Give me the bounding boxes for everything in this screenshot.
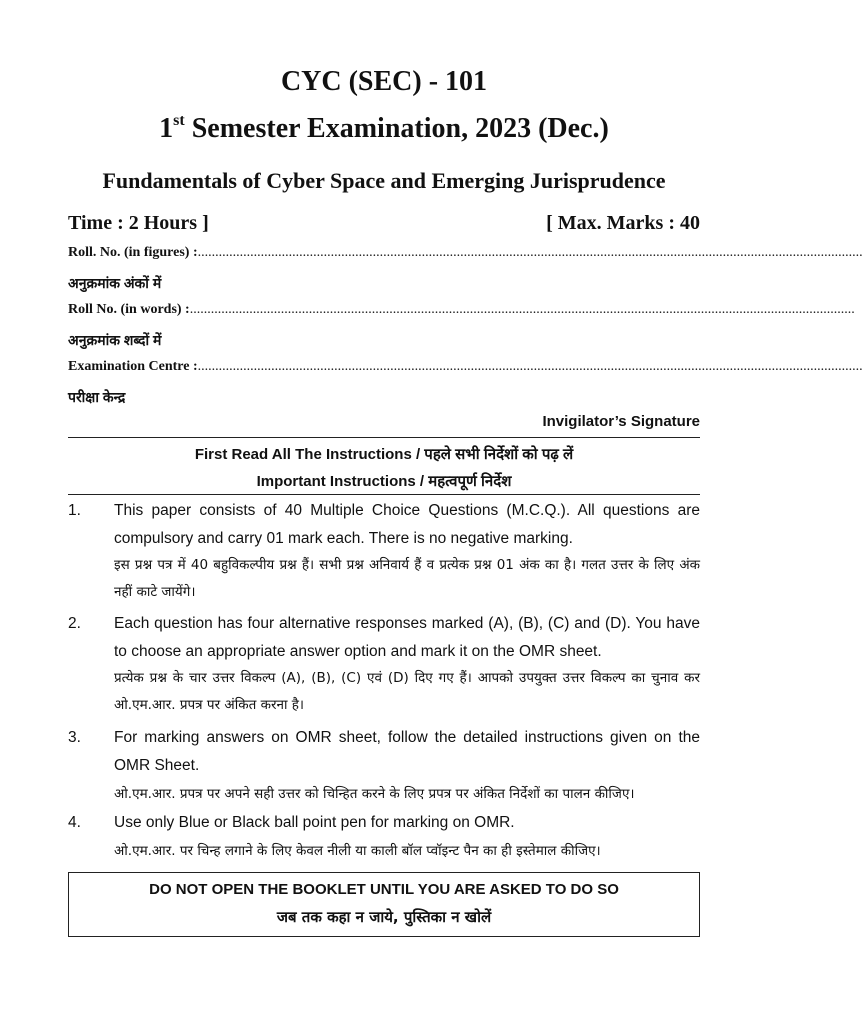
roll-words-field[interactable] xyxy=(68,302,855,318)
important-heading: Important Instructions / महत्वपूर्ण निर्देश xyxy=(256,473,512,490)
instruction-english: Use only Blue or Black ball point pen for marking on OMR. xyxy=(114,814,515,831)
instructions-divider xyxy=(68,494,700,495)
roll-figures-field[interactable] xyxy=(68,245,863,261)
max-marks: [ Max. Marks : 40 xyxy=(546,212,700,234)
exam-centre-field[interactable] xyxy=(68,359,863,375)
instruction-hindi: ओ.एम.आर. प्रपत्र पर अपने सही उत्तर को चिन्हित करने के लिए प्रपत्र पर अंकित निर्देशों का पालन कीजिए। xyxy=(114,786,635,802)
invigilator-signature-label: Invigilator’s Signature xyxy=(542,413,700,430)
roll-figures-dots: .............................................................................................................................................................................................. xyxy=(197,245,863,260)
instruction-number: 4. xyxy=(68,814,81,831)
subject-title: Fundamentals of Cyber Space and Emerging Jurisprudence xyxy=(102,168,666,193)
instruction-number: 2. xyxy=(68,615,81,632)
notice-english: DO NOT OPEN THE BOOKLET UNTIL YOU ARE ASKED TO DO SO xyxy=(149,881,619,898)
exam-centre-label: Examination Centre : xyxy=(68,359,198,374)
roll-figures-label: Roll. No. (in figures) : xyxy=(68,245,198,260)
instruction-english: For marking answers on OMR sheet, follow the detailed instructions given on the OMR Sheet. xyxy=(114,729,700,774)
instruction-number: 1. xyxy=(68,502,81,519)
exam-centre-hindi: परीक्षा केन्द्र xyxy=(68,389,126,405)
roll-words-label: Roll No. (in words) : xyxy=(68,302,190,317)
instruction-number: 3. xyxy=(68,729,81,746)
roll-figures-hindi: अनुक्रमांक अंकों में xyxy=(68,275,162,291)
exam-ordinal-suffix: st xyxy=(173,112,185,129)
instruction-english: Each question has four alternative responses marked (A), (B), (C) and (D). You have to choose an appropriate answer option and mark it on the OMR sheet. xyxy=(114,615,700,660)
instruction-english: This paper consists of 40 Multiple Choice Questions (M.C.Q.). All questions are compulsory and carry 01 mark each. There is no negative marking. xyxy=(114,502,700,547)
notice-box xyxy=(68,872,700,937)
time-allowed: Time : 2 Hours ] xyxy=(68,212,209,234)
roll-words-dots: .............................................................................................................................................................................................. xyxy=(189,302,855,317)
exam-title-rest: Semester Examination, 2023 (Dec.) xyxy=(184,113,609,144)
instruction-hindi: प्रत्येक प्रश्न के चार उत्तर विकल्प (A), (B), (C) एवं (D) दिए गए हैं। आपको उपयुक्त उत्तर विकल्प का चुनाव कर ओ.एम.आर. प्रपत्र पर अंकित करना है। xyxy=(114,670,700,713)
instruction-hindi: ओ.एम.आर. पर चिन्ह लगाने के लिए केवल नीली या काली बॉल प्वॉइन्ट पैन का ही इस्तेमाल कीजिए। xyxy=(114,843,601,859)
top-divider xyxy=(68,437,700,438)
exam-ordinal: 1 xyxy=(159,113,174,144)
first-read-heading: First Read All The Instructions / पहले सभी निर्देशों को पढ़ लें xyxy=(194,446,574,463)
exam-centre-dots: .............................................................................................................................................................................................. xyxy=(197,359,863,374)
instruction-hindi: इस प्रश्न पत्र में 40 बहुविकल्पीय प्रश्न हैं। सभी प्रश्न अनिवार्य हैं व प्रत्येक प्रश्न 01 अंक का है। गलत उत्तर के लिए अंक नहीं काटे जायेंगे। xyxy=(114,557,700,600)
roll-words-hindi: अनुक्रमांक शब्दों में xyxy=(68,332,162,348)
notice-hindi: जब तक कहा न जाये, पुस्तिका न खोलें xyxy=(276,908,492,926)
paper-code: CYC (SEC) - 101 xyxy=(280,66,488,97)
exam-title xyxy=(68,112,700,145)
